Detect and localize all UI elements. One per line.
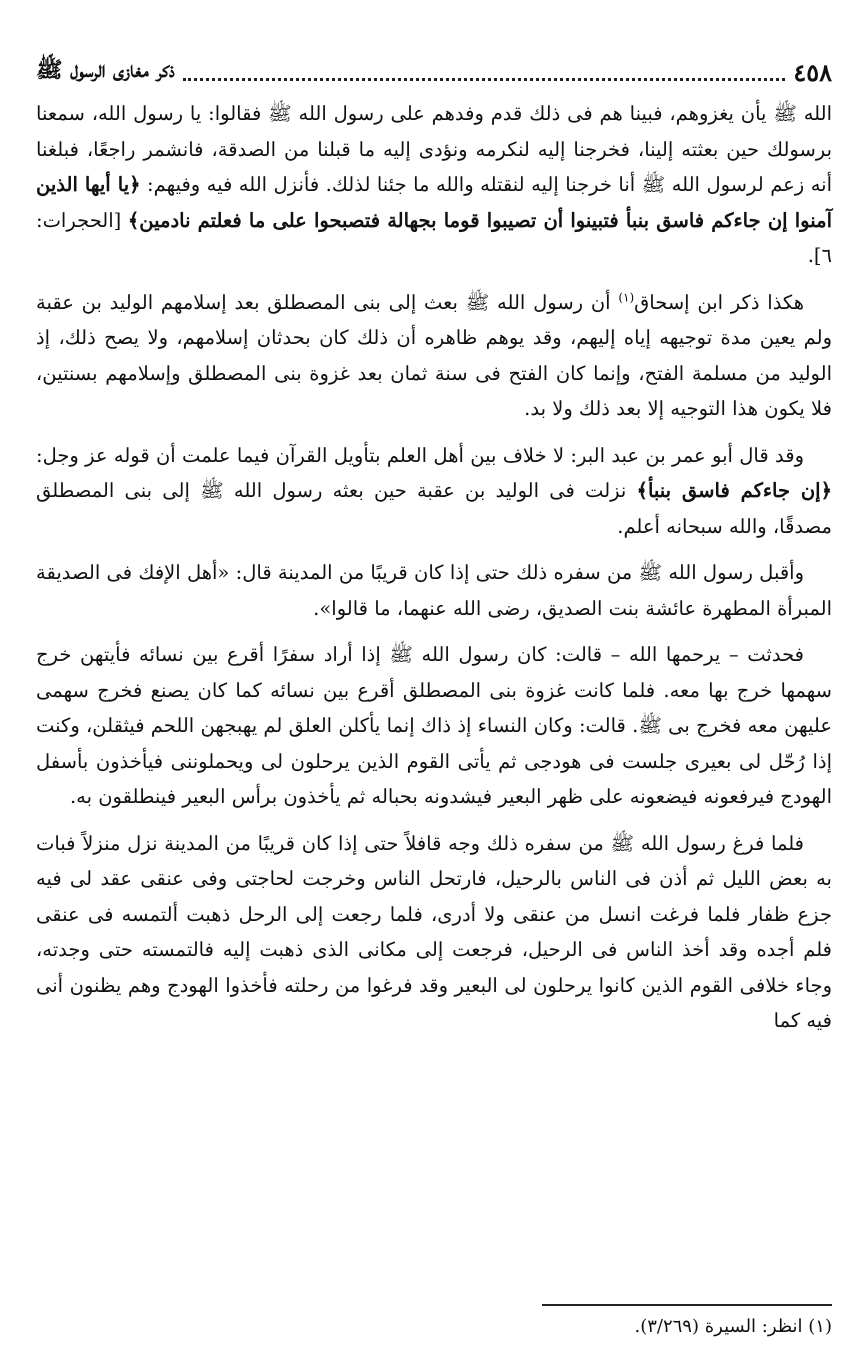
paragraph-text: نزلت فى الوليد بن عقبة حين بعثه رسول الله ﷺ إلى بنى المصطلق مصدقًا، والله سبحانه أعلم. bbox=[36, 479, 832, 538]
book-page bbox=[36, 0, 832, 1364]
footnote: (١) انظر: السيرة (٣/٢٦٩). bbox=[634, 1316, 832, 1337]
footnote-marker: (١) bbox=[618, 290, 635, 304]
paragraph bbox=[36, 285, 832, 427]
page-body bbox=[36, 96, 832, 1050]
paragraph-text: فحدثت – يرحمها الله – قالت: كان رسول الله ﷺ إذا أراد سفرًا أقرع بين نسائه فأيتهن خرج سهمها خرج بها معه. فلما كانت غزوة بنى المصطلق أقرع بين نسائه كما كان يصنع فخرج سهمى عليهن معه فخرج بى ﷺ. قالت: وكان النساء إذ ذاك إنما يأكلن العلق لم يهبجهن اللحم فيثقلن، وكنت إذا رُحّل لى بعيرى جلست فى هودجى ثم يأتى القوم الذين يرحلون لى ويحملوننى فيأخذون بأسفل الهودج فيرفعونه فيضعونه على ظهر البعير فيشدونه بحباله ثم يأخذون برأس البعير فينطلقون به. bbox=[36, 643, 832, 808]
page-number: ٤٥٨ bbox=[793, 57, 832, 87]
paragraph bbox=[36, 555, 832, 626]
paragraph-text: وقد قال أبو عمر بن عبد البر: لا خلاف بين أهل العلم بتأويل القرآن فيما علمت أن قوله عز وجل: bbox=[36, 443, 804, 467]
chapter-title: ذكر مغازى الرسول ﷺ bbox=[36, 57, 175, 83]
paragraph-text: هكذا ذكر ابن إسحاق bbox=[634, 290, 804, 314]
quran-quote: ﴿إن جاءكم فاسق بنبأ﴾ bbox=[636, 479, 832, 502]
paragraph-text: الله ﷺ يأن يغزوهم، فبينا هم فى ذلك قدم وفدهم على رسول الله ﷺ فقالوا: يا رسول الله، سمعنا برسولك حين بعثته إلينا، فخرجنا إليه لنكرمه ونؤدى إليه ما قبلنا من الصدقة، فانشمر راجعًا، فبلغنا أنه زعم لرسول الله ﷺ أنا خرجنا إليه لنقتله والله ما جئنا لذلك. فأنزل الله فيه وفيهم: bbox=[36, 102, 832, 196]
paragraph-text: فلما فرغ رسول الله ﷺ من سفره ذلك وجه قافلاً حتى إذا كان قريبًا من المدينة نزل منزلاً فبات به بعض الليل ثم أذن فى الناس بالرحيل، فارتحل الناس وخرجت لحاجتى وفى عنقى عقد لى فيه جزع ظفار فلما فرغت انسل من عنقى ولا أدرى، فلما رجعت إلى الرحل ذهبت ألتمسه فى عنقى فلم أجده وقد أخذ الناس فى الرحيل، فرجعت إلى مكانى الذى ذهبت إليه فالتمسته حتى وجدته، وجاء خلافى القوم الذين كانوا يرحلون لى البعير وقد فرغوا من رحلته فأخذوا الهودج وهم يظنون أنى فيه كما bbox=[36, 831, 832, 1032]
quran-quote: ﴿يا أيها الذين آمنوا إن جاءكم فاسق بنبأ فتبينوا أن تصيبوا قوما بجهالة فتصبحوا على ما فعلتم نادمين﴾ bbox=[36, 173, 833, 232]
paragraph-text: أن رسول الله ﷺ بعث إلى بنى المصطلق بعد إسلامهم الوليد بن عقبة ولم يعين مدة توجيهه إياه إليهم، وقد يوهم ظاهره أن ذلك كان بحدثان إسلامهم، ولا يصح ذلك، إذ الوليد من مسلمة الفتح، وإنما كان الفتح فى سنة ثمان بعد غزوة بنى المصطلق وإسلامهم بسنتين، فلا يكون هذا التوجيه إلا بعد ذلك ولا بد. bbox=[36, 290, 832, 420]
paragraph bbox=[36, 96, 832, 274]
paragraph-text: [الحجرات: ٦]. bbox=[36, 208, 832, 267]
footnote-divider bbox=[542, 1304, 832, 1306]
paragraph bbox=[36, 637, 832, 815]
paragraph bbox=[36, 826, 832, 1039]
paragraph-text: وأقبل رسول الله ﷺ من سفره ذلك حتى إذا كان قريبًا من المدينة قال: «أهل الإفك فى الصديقة المبرأة المطهرة عائشة بنت الصديق، رضى الله عنهما، ما قالوا». bbox=[36, 561, 832, 620]
header-dot-leader bbox=[183, 64, 786, 81]
paragraph bbox=[36, 438, 832, 545]
running-header bbox=[36, 52, 832, 92]
